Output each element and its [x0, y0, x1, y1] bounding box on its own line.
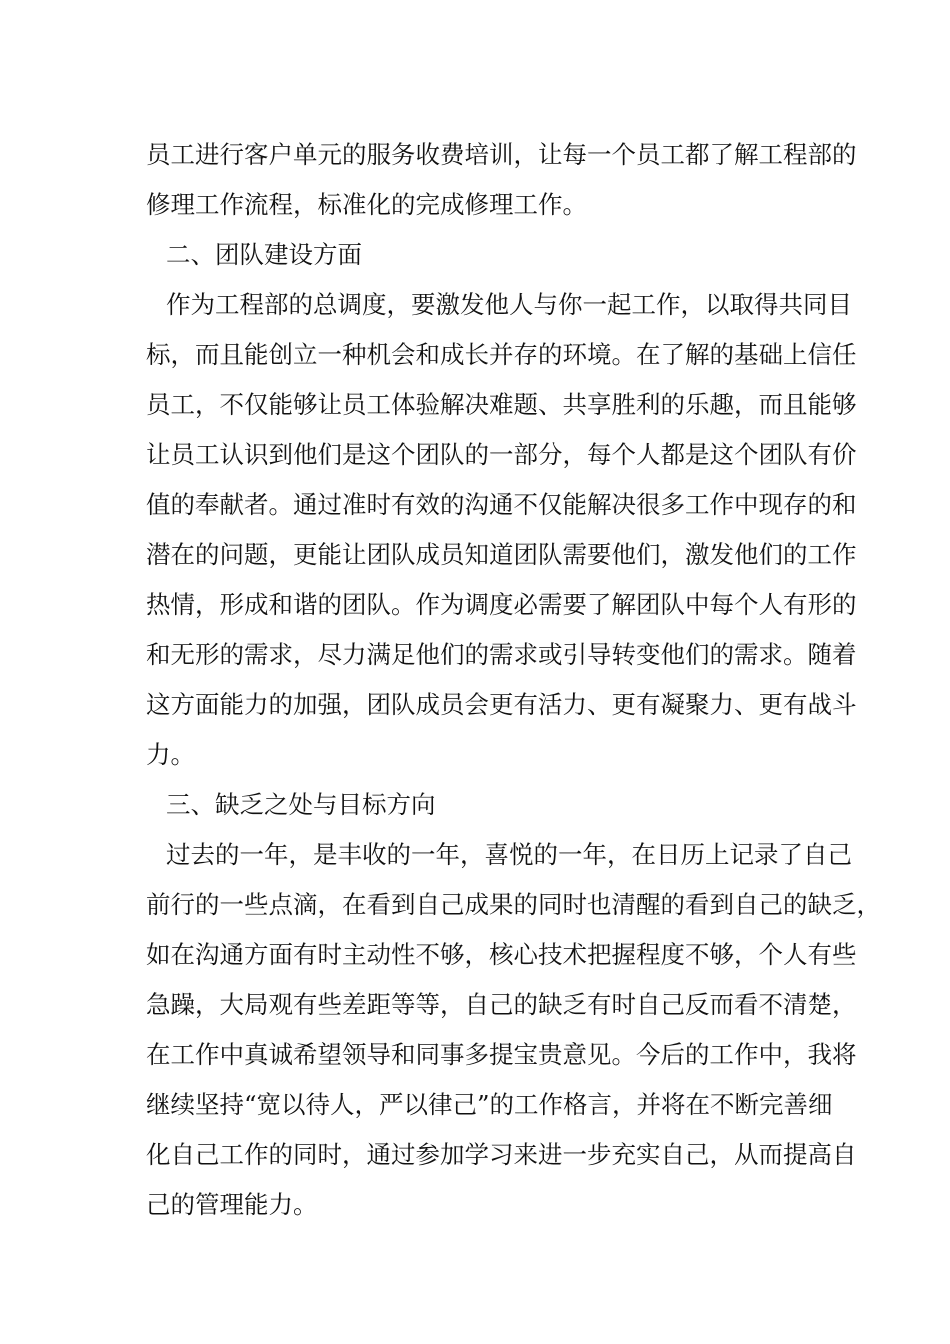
- text-line: 在工作中真诚希望领导和同事多提宝贵意见。今后的工作中，我将: [146, 1040, 857, 1069]
- text-line: 继续坚持“宽以待人，严以律己”的工作格言，并将在不断完善细: [146, 1090, 833, 1119]
- text-line: 急躁，大局观有些差距等等，自己的缺乏有时自己反而看不清楚，: [146, 990, 857, 1019]
- text-line: 让员工认识到他们是这个团队的一部分，每个人都是这个团队有价: [146, 440, 857, 469]
- text-line: 作为工程部的总调度，要激发他人与你一起工作，以取得共同目: [166, 290, 852, 319]
- text-line: 前行的一些点滴，在看到自己成果的同时也清醒的看到自己的缺乏，: [146, 890, 881, 919]
- text-line: 潜在的问题，更能让团队成员知道团队需要他们，激发他们的工作: [146, 540, 857, 569]
- text-line: 值的奉献者。通过准时有效的沟通不仅能解决很多工作中现存的和: [146, 490, 857, 519]
- text-line: 过去的一年，是丰收的一年，喜悦的一年，在日历上记录了自己: [166, 840, 852, 869]
- text-line: 修理工作流程，标准化的完成修理工作。: [146, 190, 587, 219]
- text-line: 己的管理能力。: [146, 1190, 318, 1219]
- text-line: 和无形的需求，尽力满足他们的需求或引导转变他们的需求。随着: [146, 640, 857, 669]
- text-line: 标，而且能创立一种机会和成长并存的环境。在了解的基础上信任: [146, 340, 857, 369]
- text-line: 化自己工作的同时，通过参加学习来进一步充实自己，从而提高自: [146, 1140, 857, 1169]
- section-heading: 三、缺乏之处与目标方向: [166, 790, 436, 819]
- document-body: [146, 130, 881, 1230]
- text-line: 员工进行客户单元的服务收费培训，让每一个员工都了解工程部的: [146, 140, 857, 169]
- text-line: 力。: [146, 740, 195, 769]
- section-heading: 二、团队建设方面: [166, 240, 362, 269]
- text-line: 员工，不仅能够让员工体验解决难题、共享胜利的乐趣，而且能够: [146, 390, 857, 419]
- text-line: 热情，形成和谐的团队。作为调度必需要了解团队中每个人有形的: [146, 590, 857, 619]
- text-line: 如在沟通方面有时主动性不够，核心技术把握程度不够，个人有些: [146, 940, 857, 969]
- text-line: 这方面能力的加强，团队成员会更有活力、更有凝聚力、更有战斗: [146, 690, 857, 719]
